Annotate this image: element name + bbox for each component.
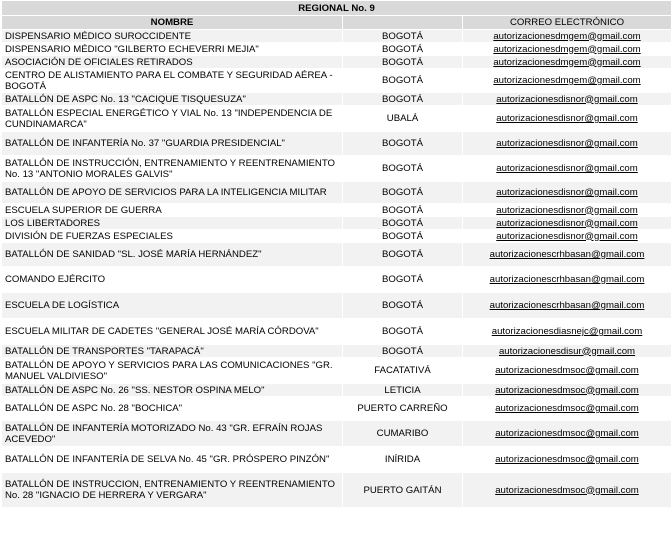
email-link[interactable]: autorizacionesdisnor@gmail.com (463, 217, 672, 230)
entity-name: DISPENSARIO MÉDICO "GILBERTO ECHEVERRI MEJIA" (2, 43, 343, 56)
city-cell: UBALÁ (343, 106, 463, 132)
city-cell: BOGOTÁ (343, 204, 463, 217)
email-link[interactable]: autorizacionesdmsoc@gmail.com (463, 473, 672, 508)
city-cell: BOGOTÁ (343, 267, 463, 293)
email-link[interactable]: autorizacionescrhbasan@gmail.com (463, 293, 672, 319)
table-row (2, 56, 672, 69)
table-row (2, 69, 672, 93)
email-link[interactable]: autorizacionesdisnor@gmail.com (463, 106, 672, 132)
city-cell: CUMARIBO (343, 421, 463, 447)
table-row (2, 217, 672, 230)
email-link[interactable]: autorizacionescrhbasan@gmail.com (463, 243, 672, 267)
entity-name: ESCUELA SUPERIOR DE GUERRA (2, 204, 343, 217)
email-link[interactable]: autorizacionesdmsoc@gmail.com (463, 358, 672, 384)
city-cell: BOGOTÁ (343, 182, 463, 204)
city-cell: BOGOTÁ (343, 156, 463, 182)
entity-name: LOS LIBERTADORES (2, 217, 343, 230)
email-link[interactable]: autorizacionesdmsoc@gmail.com (463, 421, 672, 447)
table-row (2, 156, 672, 182)
email-link[interactable]: autorizacionesdisnor@gmail.com (463, 204, 672, 217)
email-link[interactable]: autorizacionesdisnor@gmail.com (463, 230, 672, 243)
table-title: REGIONAL No. 9 (2, 1, 672, 16)
email-link[interactable]: autorizacionesdisnor@gmail.com (463, 182, 672, 204)
email-link[interactable]: autorizacionescrhbasan@gmail.com (463, 267, 672, 293)
entity-name: BATALLÓN DE INFANTERÍA MOTORIZADO No. 43 "GR. EFRAÍN ROJAS ACEVEDO" (2, 421, 343, 447)
table-row (2, 473, 672, 508)
header-name: NOMBRE (2, 16, 343, 30)
city-cell: INÍRIDA (343, 447, 463, 473)
entity-name: BATALLÓN DE TRANSPORTES "TARAPACÁ" (2, 345, 343, 358)
table-row (2, 421, 672, 447)
entity-name: BATALLÓN DE ASPC No. 13 "CACIQUE TISQUESUZA" (2, 93, 343, 106)
email-link[interactable]: autorizacionesdisnor@gmail.com (463, 93, 672, 106)
email-link[interactable]: autorizacionesdmsoc@gmail.com (463, 397, 672, 421)
city-cell: BOGOTÁ (343, 243, 463, 267)
email-link[interactable]: autorizacionesdisur@gmail.com (463, 345, 672, 358)
entity-name: DISPENSARIO MÉDICO SUROCCIDENTE (2, 30, 343, 43)
city-cell: BOGOTÁ (343, 132, 463, 156)
header-row (2, 16, 672, 30)
entity-name: ESCUELA MILITAR DE CADETES "GENERAL JOSÉ MARÍA CÓRDOVA" (2, 319, 343, 345)
entity-name: COMANDO EJÉRCITO (2, 267, 343, 293)
header-email: CORREO ELECTRÓNICO (463, 16, 672, 30)
table-row (2, 267, 672, 293)
table-row (2, 384, 672, 397)
city-cell: BOGOTÁ (343, 345, 463, 358)
entity-name: BATALLÓN DE INSTRUCCIÓN, ENTRENAMIENTO Y REENTRENAMIENTO No. 13 "ANTONIO MORALES GALVIS" (2, 156, 343, 182)
table-row (2, 106, 672, 132)
entity-name: DIVISIÓN DE FUERZAS ESPECIALES (2, 230, 343, 243)
city-cell: LETICIA (343, 384, 463, 397)
email-link[interactable]: autorizacionesdisnor@gmail.com (463, 132, 672, 156)
city-cell: BOGOTÁ (343, 319, 463, 345)
table-row (2, 230, 672, 243)
entity-name: ASOCIACIÓN DE OFICIALES RETIRADOS (2, 56, 343, 69)
entity-name: BATALLÓN DE ASPC No. 28 "BOCHICA" (2, 397, 343, 421)
entity-name: ESCUELA DE LOGÍSTICA (2, 293, 343, 319)
table-row (2, 30, 672, 43)
city-cell: PUERTO GAITÁN (343, 473, 463, 508)
entity-name: BATALLÓN DE INFANTERÍA No. 37 "GUARDIA PRESIDENCIAL" (2, 132, 343, 156)
title-row (2, 1, 672, 16)
email-link[interactable]: autorizacionesdmgem@gmail.com (463, 69, 672, 93)
entity-name: BATALLÓN DE APOYO DE SERVICIOS PARA LA INTELIGENCIA MILITAR (2, 182, 343, 204)
table-row (2, 132, 672, 156)
table-row (2, 345, 672, 358)
table-row (2, 204, 672, 217)
regional-table (1, 0, 672, 508)
entity-name: BATALLÓN DE INFANTERÍA DE SELVA No. 45 "GR. PRÓSPERO PINZÓN" (2, 447, 343, 473)
table-row (2, 293, 672, 319)
email-link[interactable]: autorizacionesdiasnejc@gmail.com (463, 319, 672, 345)
entity-name: BATALLÓN DE APOYO Y SERVICIOS PARA LAS COMUNICACIONES "GR. MANUEL VALDIVIESO" (2, 358, 343, 384)
entity-name: BATALLÓN DE ASPC No. 26 "SS. NESTOR OSPINA MELO" (2, 384, 343, 397)
email-link[interactable]: autorizacionesdmsoc@gmail.com (463, 447, 672, 473)
table-row (2, 43, 672, 56)
city-cell: BOGOTÁ (343, 69, 463, 93)
entity-name: BATALLÓN ESPECIAL ENERGÉTICO Y VIAL No. 13 "INDEPENDENCIA DE CUNDINAMARCA" (2, 106, 343, 132)
table-row (2, 243, 672, 267)
city-cell: BOGOTÁ (343, 56, 463, 69)
city-cell: BOGOTÁ (343, 217, 463, 230)
city-cell: BOGOTÁ (343, 43, 463, 56)
email-link[interactable]: autorizacionesdmgem@gmail.com (463, 56, 672, 69)
table-row (2, 319, 672, 345)
table-row (2, 358, 672, 384)
email-link[interactable]: autorizacionesdmgem@gmail.com (463, 30, 672, 43)
email-link[interactable]: autorizacionesdmsoc@gmail.com (463, 384, 672, 397)
header-city (343, 16, 463, 30)
entity-name: BATALLÓN DE INSTRUCCION, ENTRENAMIENTO Y REENTRENAMIENTO No. 28 "IGNACIO DE HERRERA Y VERGARA" (2, 473, 343, 508)
city-cell: PUERTO CARREÑO (343, 397, 463, 421)
city-cell: BOGOTÁ (343, 230, 463, 243)
entity-name: BATALLÓN DE SANIDAD "SL. JOSÉ MARÍA HERNÁNDEZ" (2, 243, 343, 267)
entity-name: CENTRO DE ALISTAMIENTO PARA EL COMBATE Y SEGURIDAD AÉREA - BOGOTÁ (2, 69, 343, 93)
city-cell: BOGOTÁ (343, 93, 463, 106)
city-cell: FACATATIVÁ (343, 358, 463, 384)
table-row (2, 93, 672, 106)
table-row (2, 182, 672, 204)
city-cell: BOGOTÁ (343, 30, 463, 43)
email-link[interactable]: autorizacionesdisnor@gmail.com (463, 156, 672, 182)
city-cell: BOGOTÁ (343, 293, 463, 319)
table-row (2, 447, 672, 473)
table-row (2, 397, 672, 421)
email-link[interactable]: autorizacionesdmgem@gmail.com (463, 43, 672, 56)
